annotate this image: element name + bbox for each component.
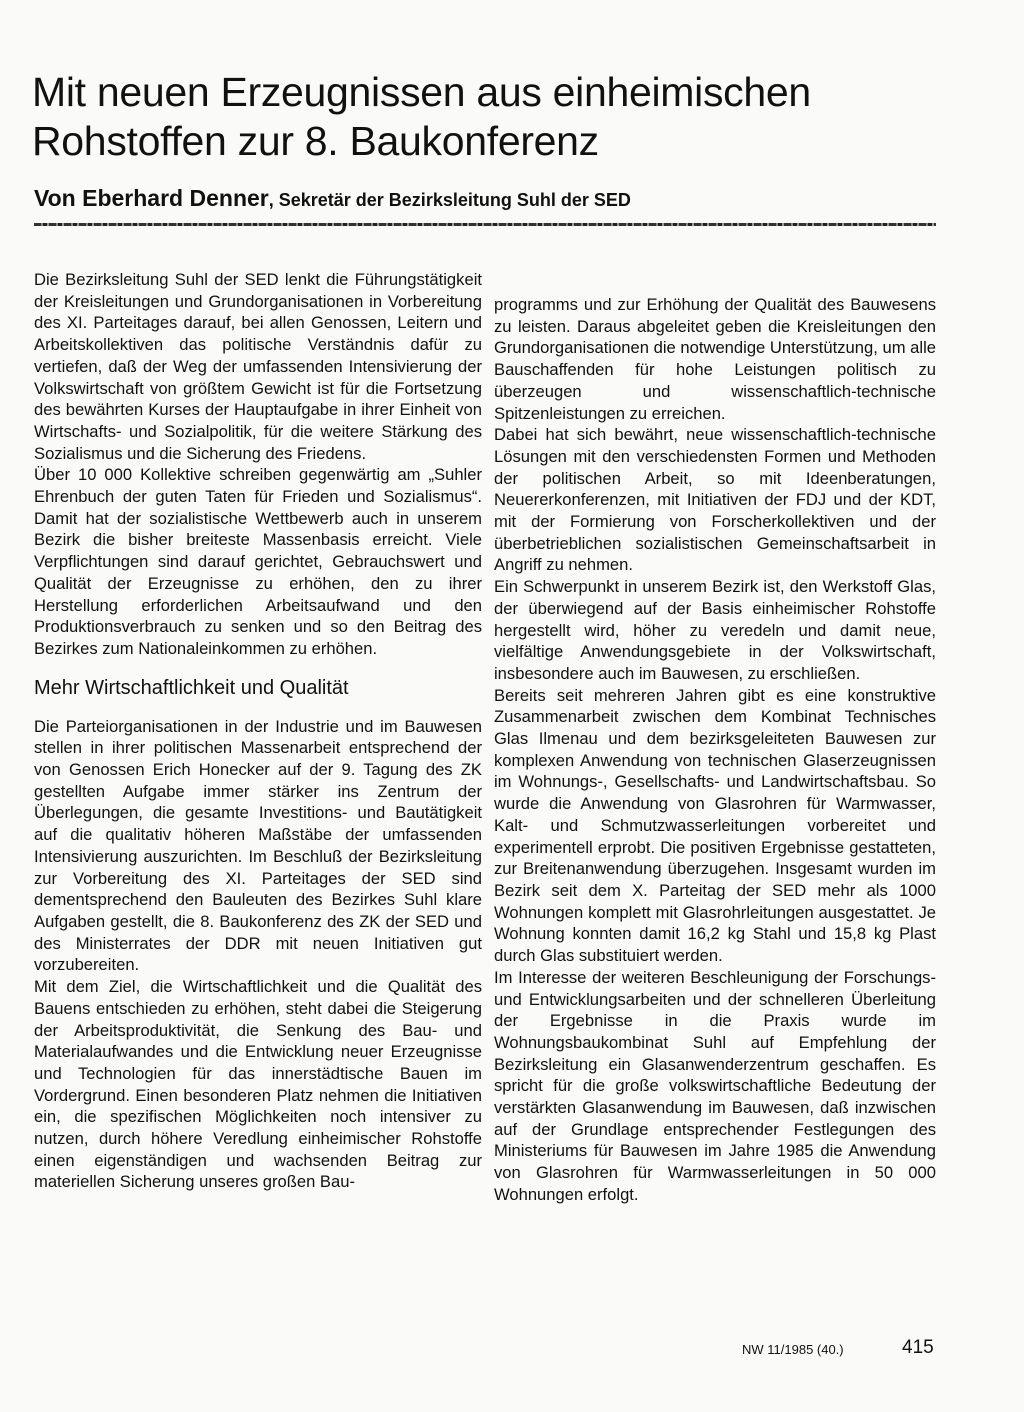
author-name: Eberhard Denner xyxy=(82,185,269,211)
article-title xyxy=(32,68,992,166)
paragraph: Mit dem Ziel, die Wirtschaftlichkeit und die Qualität des Bauens entschieden zu erhöhen, steht dabei die Steigerung der Arbeitsproduktivität, die Senkung des Bau- und Materialaufwandes und die Entwicklung neuer Erzeugnisse und Technologien für das innerstädtische Bauen im Vordergrund. Einen besonderen Platz nehmen die Initiativen ein, die spezifischen Möglichkeiten noch intensiver zu nutzen, durch höhere Veredlung einheimischer Rohstoffe einen eigenständigen und wachsenden Beitrag zur materiellen Sicherung unseres großen Bau- xyxy=(34,977,482,1192)
paragraph: Bereits seit mehreren Jahren gibt es eine konstruktive Zusammenarbeit zwischen dem Kombinat Technisches Glas Ilmenau und dem bezirksgeleiteten Bauwesen zur komplexen Anwendung von technischen Glaserzeugnissen im Wohnungs-, Gesellschafts- und Landwirtschaftsbau. So wurde die Anwendung von Glasrohren für Warmwasser, Kalt- und Schmutzwasserleitungen vorbereitet und experimentell erprobt. Die positiven Ergebnisse gestatteten, zur Breitenanwendung überzugehen. Insgesamt wurden im Bezirk seit dem X. Parteitag der SED mehr als 1000 Wohnungen komplett mit Glasrohrleitungen ausgestattet. Je Wohnung konnten damit 16,2 kg Stahl und 15,8 kg Plast durch Glas substituiert werden. xyxy=(494,685,936,966)
left-column xyxy=(34,269,482,1193)
paragraph: programms und zur Erhöhung der Qualität des Bauwesens zu leisten. Daraus abgeleitet geben die Kreisleitungen den Grundorganisationen die notwendige Unterstützung, um alle Bauschaffenden für hohe Leistungen politisch zu überzeugen und wissenschaftlich-technische Spitzenleistungen zu erreichen. xyxy=(494,295,936,423)
section-heading: Mehr Wirtschaftlichkeit und Qualität xyxy=(34,676,349,699)
title-line-1: Mit neuen Erzeugnissen aus einheimischen xyxy=(32,69,811,115)
title-line-2: Rohstoffen zur 8. Baukonferenz xyxy=(32,118,599,164)
byline-prefix: Von xyxy=(34,185,83,211)
byline xyxy=(34,184,994,214)
header-divider xyxy=(34,223,936,226)
paragraph: Dabei hat sich bewährt, neue wissenschaftlich-technische Lösungen mit den verschiedensten Formen und Methoden der politischen Arbeit, so mit Ideenberatungen, Neuererkonferenzen, mit Initiativen der FDJ und der KDT, mit der Formierung von Forscherkollektiven und der überbetrieblichen sozialistischen Gemeinschaftsarbeit in Angriff zu nehmen. xyxy=(494,425,936,575)
author-role: , Sekretär der Bezirksleitung Suhl der SED xyxy=(268,190,631,210)
right-column xyxy=(494,294,936,1206)
issue-reference: NW 11/1985 (40.) xyxy=(742,1342,844,1357)
paragraph: Ein Schwerpunkt in unserem Bezirk ist, den Werkstoff Glas, der überwiegend auf der Basis einheimischer Rohstoffe hergestellt wird, höher zu veredeln und damit neue, vielfältige Anwendungsgebiete in der Volkswirtschaft, insbesondere auch im Bauwesen, zu erschließen. xyxy=(494,577,936,683)
paragraph: Die Parteiorganisationen in der Industrie und im Bauwesen stellen in ihrer politischen Massenarbeit entsprechend der von Genossen Erich Honecker auf der 9. Tagung des ZK gestellten Aufgabe immer stärker ins Zentrum der Überlegungen, die gesamte Investitions- und Bautätigkeit auf die qualitativ höheren Maßstäbe der umfassenden Intensivierung auszurichten. Im Beschluß der Bezirksleitung zur Vorbereitung des XI. Parteitages der SED sind dementsprechend den Bauleuten des Bezirkes Suhl klare Aufgaben gestellt, die 8. Baukonferenz des ZK der SED und des Ministerrates der DDR mit neuen Initiativen gut vorzubereiten. xyxy=(34,716,482,975)
paragraph: Im Interesse der weiteren Beschleunigung der Forschungs- und Entwicklungsarbeiten und der schnelleren Überleitung der Ergebnisse in die Praxis wurde im Wohnungsbaukombinat Suhl auf Empfehlung der Bezirksleitung ein Glasanwenderzentrum geschaffen. Es spricht für die große volkswirtschaftliche Bedeutung der verstärkten Glasanwendung im Bauwesen, daß inzwischen auf der Grundlage entsprechender Festlegungen des Ministeriums für Bauwesen im Jahre 1985 die Anwendung von Glasrohren für Warmwasserleitungen in 50 000 Wohnungen erfolgt. xyxy=(494,967,936,1204)
paragraph: Über 10 000 Kollektive schreiben gegenwärtig am „Suhler Ehrenbuch der guten Taten für Frieden und Sozialismus“. Damit hat der sozialistische Wettbewerb auch in unserem Bezirk die bisher breiteste Massenbasis erreicht. Viele Verpflichtungen sind darauf gerichtet, Gebrauchswert und Qualität der Erzeugnisse zu erhöhen, den zu ihrer Herstellung erforderlichen Arbeitsaufwand und den Produktionsverbrauch zu senken und so den Beitrag des Bezirkes zum Nationaleinkommen zu erhöhen. xyxy=(34,465,482,658)
paragraph: Die Bezirksleitung Suhl der SED lenkt die Führungstätigkeit der Kreisleitungen und Grundorganisationen in Vorbereitung des XI. Parteitages darauf, bei allen Genossen, Leitern und Arbeitskollektiven das politische Verständnis dafür zu vertiefen, daß der Weg der umfassenden Intensivierung der Volkswirtschaft von größtem Gewicht ist für die Fortsetzung des bewährten Kurses der Hauptaufgabe in ihrer Einheit von Wirtschafts- und Sozialpolitik, für die weitere Stärkung des Sozialismus und die Sicherung des Friedens. xyxy=(34,270,482,463)
page-number: 415 xyxy=(902,1337,934,1358)
